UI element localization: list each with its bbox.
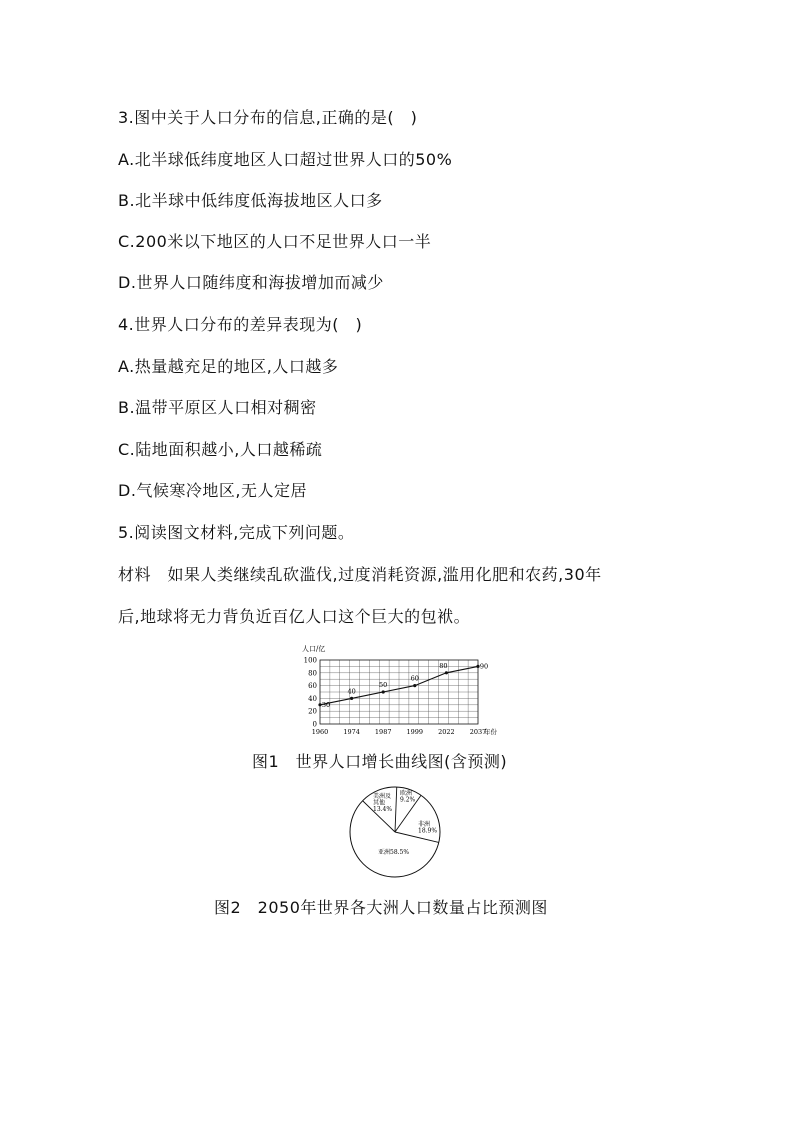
y-axis-label: 人口/亿 [302, 645, 326, 653]
figure-2-caption: 图2 2050年世界各大洲人口数量占比预测图 [214, 898, 548, 917]
data-point [445, 671, 448, 674]
continent-population-pie-chart [340, 782, 460, 882]
question-3-option-c: C.200米以下地区的人口不足世界人口一半 [118, 232, 432, 251]
x-tick-label: 2037 [469, 728, 487, 736]
data-point [413, 684, 416, 687]
x-tick-label: 2022 [438, 728, 455, 736]
data-label: 60 [410, 674, 419, 683]
y-tick-label: 60 [308, 682, 317, 691]
x-tick-label: 1999 [406, 728, 424, 736]
material-line-2: 后,地球将无力背负近百亿人口这个巨大的包袱。 [118, 607, 471, 626]
y-tick-label: 20 [308, 707, 317, 716]
population-growth-line-chart [300, 640, 497, 738]
question-3-option-a: A.北半球低纬度地区人口超过世界人口的50% [118, 150, 453, 169]
data-label: 90 [479, 662, 489, 671]
x-tick-label: 1987 [374, 728, 392, 736]
slice-label-asia: 亚洲58.5% [378, 849, 410, 856]
slice-label-americas: 美洲及其他 13.4% [373, 793, 393, 813]
data-point [382, 690, 385, 693]
data-label: 30 [321, 700, 331, 709]
material-line-1: 材料 如果人类继续乱砍滥伐,过度消耗资源,滥用化肥和农药,30年 [118, 565, 602, 584]
question-4-option-d: D.气候寒冷地区,无人定居 [118, 481, 307, 500]
figure-1-caption: 图1 世界人口增长曲线图(含预测) [252, 752, 508, 771]
question-4-option-c: C.陆地面积越小,人口越稀疏 [118, 440, 323, 459]
x-axis-label: 年份 [484, 728, 497, 736]
x-tick-label: 1974 [343, 728, 360, 736]
question-3-option-b: B.北半球中低纬度低海拔地区人口多 [118, 191, 383, 210]
data-label: 50 [379, 681, 388, 689]
x-tick-label: 1960 [311, 728, 329, 736]
question-4-stem: 4.世界人口分布的差异表现为( ) [118, 315, 363, 334]
y-tick-label: 40 [308, 694, 317, 703]
question-5-stem: 5.阅读图文材料,完成下列问题。 [118, 523, 355, 542]
question-3-stem: 3.图中关于人口分布的信息,正确的是( ) [118, 108, 418, 127]
data-point [350, 697, 353, 700]
y-tick-label: 0 [312, 720, 317, 729]
y-tick-label: 100 [303, 656, 317, 665]
question-4-option-b: B.温带平原区人口相对稠密 [118, 398, 317, 417]
question-3-option-d: D.世界人口随纬度和海拔增加而减少 [118, 273, 384, 292]
y-tick-label: 80 [308, 669, 317, 678]
slice-label-europe: 欧洲 9.2% [400, 790, 416, 804]
data-label: 80 [439, 661, 448, 670]
slice-label-africa: 非洲 18.9% [418, 821, 438, 835]
question-4-option-a: A.热量越充足的地区,人口越多 [118, 357, 339, 376]
data-label: 40 [347, 687, 356, 696]
